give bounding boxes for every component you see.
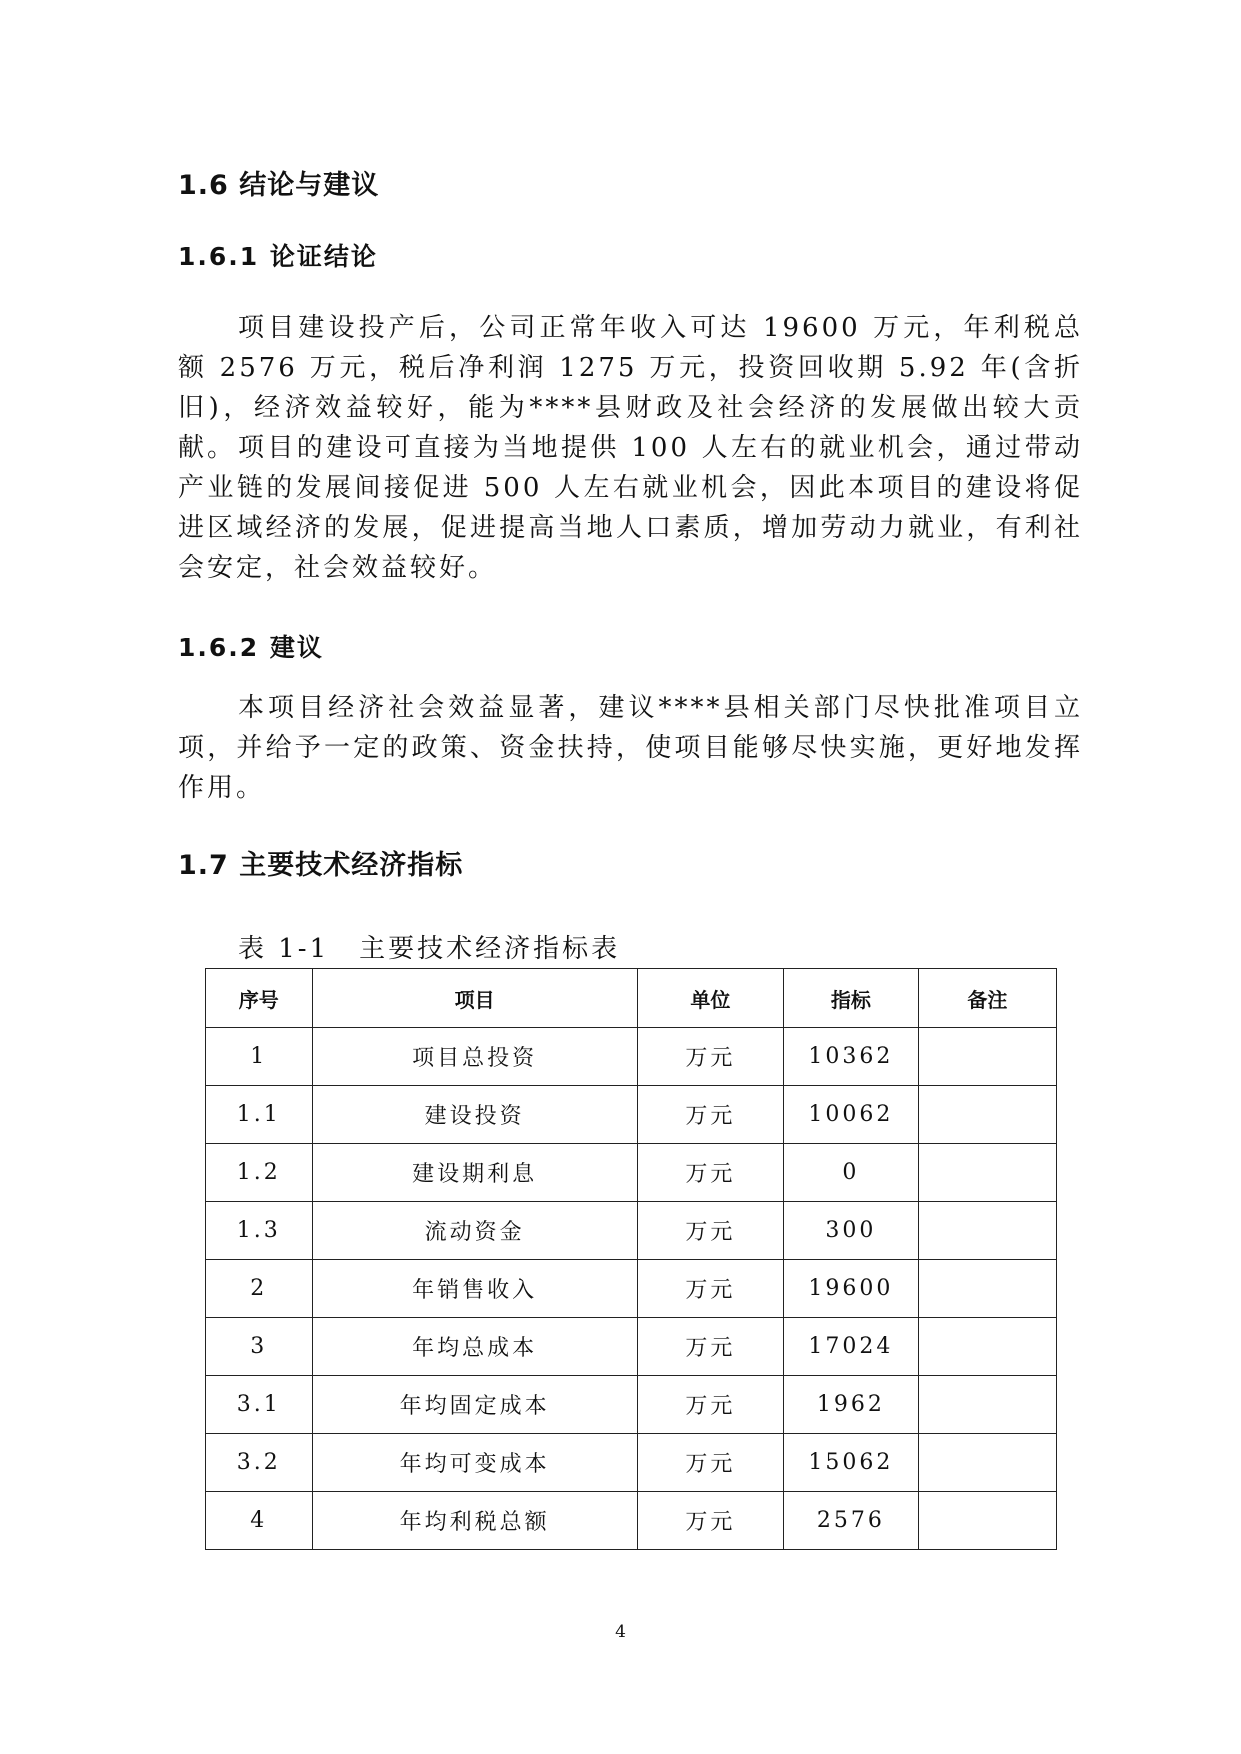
cell-unit: 万元 <box>637 1202 783 1260</box>
cell-unit: 万元 <box>637 1318 783 1376</box>
cell-item: 流动资金 <box>312 1202 637 1260</box>
cell-remark <box>918 1492 1056 1550</box>
cell-index: 1.1 <box>206 1086 313 1144</box>
section-1-6-1-heading: 1.6.1 论证结论 <box>178 242 378 271</box>
cell-remark <box>918 1434 1056 1492</box>
indicators-table <box>205 968 1057 1550</box>
cell-item: 项目总投资 <box>312 1028 637 1086</box>
cell-index: 1 <box>206 1028 313 1086</box>
cell-remark <box>918 1260 1056 1318</box>
cell-index: 3.2 <box>206 1434 313 1492</box>
table-row <box>206 1260 1057 1318</box>
cell-unit: 万元 <box>637 1492 783 1550</box>
cell-value: 300 <box>784 1202 919 1260</box>
cell-item: 建设期利息 <box>312 1144 637 1202</box>
conclusion-paragraph-1: 项目建设投产后，公司正常年收入可达 19600 万元，年利税总额 2576 万元，税后净利润 1275 万元，投资回收期 5.92 年(含折旧)，经济效益较好，能为****县财政及社会经济的发展做出较大贡献。 <box>178 313 1083 463</box>
table-row <box>206 1492 1057 1550</box>
cell-value: 10362 <box>784 1028 919 1086</box>
cell-remark <box>918 1376 1056 1434</box>
table-caption <box>238 928 620 965</box>
cell-item: 年销售收入 <box>312 1260 637 1318</box>
cell-remark <box>918 1202 1056 1260</box>
section-1-6-heading: 1.6 结论与建议 <box>178 170 380 201</box>
cell-value: 19600 <box>784 1260 919 1318</box>
table-row <box>206 1434 1057 1492</box>
header-unit: 单位 <box>637 969 783 1028</box>
cell-index: 2 <box>206 1260 313 1318</box>
cell-item: 年均固定成本 <box>312 1376 637 1434</box>
section-1-6-2-heading: 1.6.2 建议 <box>178 633 324 662</box>
cell-item: 年均总成本 <box>312 1318 637 1376</box>
cell-remark <box>918 1318 1056 1376</box>
cell-unit: 万元 <box>637 1028 783 1086</box>
cell-index: 1.3 <box>206 1202 313 1260</box>
section-1-7-heading: 1.7 主要技术经济指标 <box>178 850 464 881</box>
table-header-row <box>206 969 1057 1028</box>
cell-unit: 万元 <box>637 1144 783 1202</box>
cell-value: 1962 <box>784 1376 919 1434</box>
cell-item: 年均利税总额 <box>312 1492 637 1550</box>
cell-value: 17024 <box>784 1318 919 1376</box>
cell-remark <box>918 1144 1056 1202</box>
cell-index: 1.2 <box>206 1144 313 1202</box>
conclusion-paragraph-2: 项目的建设可直接为当地提供 100 人左右的就业机会，通过带动产业链的发展间接促进 500 人左右就业机会，因此本项目的建设将促进区域经济的发展，促进提高当地人口素质，增加劳动力就业，有利社会安定，社会效益较好。 <box>178 433 1083 583</box>
cell-value: 2576 <box>784 1492 919 1550</box>
page-number: 4 <box>615 1622 626 1642</box>
cell-remark <box>918 1086 1056 1144</box>
table-row <box>206 1086 1057 1144</box>
cell-value: 0 <box>784 1144 919 1202</box>
suggestion-paragraph: 本项目经济社会效益显著，建议****县相关部门尽快批准项目立项，并给予一定的政策、资金扶持，使项目能够尽快实施，更好地发挥作用。 <box>178 693 1083 803</box>
table-caption-number: 表 1-1 <box>238 934 330 964</box>
table-row <box>206 1028 1057 1086</box>
cell-unit: 万元 <box>637 1434 783 1492</box>
cell-remark <box>918 1028 1056 1086</box>
cell-index: 3.1 <box>206 1376 313 1434</box>
cell-index: 4 <box>206 1492 313 1550</box>
cell-value: 10062 <box>784 1086 919 1144</box>
header-item: 项目 <box>312 969 637 1028</box>
cell-item: 建设投资 <box>312 1086 637 1144</box>
table-row <box>206 1376 1057 1434</box>
header-value: 指标 <box>784 969 919 1028</box>
table-row <box>206 1318 1057 1376</box>
cell-value: 15062 <box>784 1434 919 1492</box>
table-caption-title: 主要技术经济指标表 <box>359 934 621 964</box>
header-index: 序号 <box>206 969 313 1028</box>
cell-unit: 万元 <box>637 1260 783 1318</box>
cell-unit: 万元 <box>637 1086 783 1144</box>
cell-index: 3 <box>206 1318 313 1376</box>
header-remark: 备注 <box>918 969 1056 1028</box>
table-row <box>206 1202 1057 1260</box>
cell-item: 年均可变成本 <box>312 1434 637 1492</box>
cell-unit: 万元 <box>637 1376 783 1434</box>
table-row <box>206 1144 1057 1202</box>
